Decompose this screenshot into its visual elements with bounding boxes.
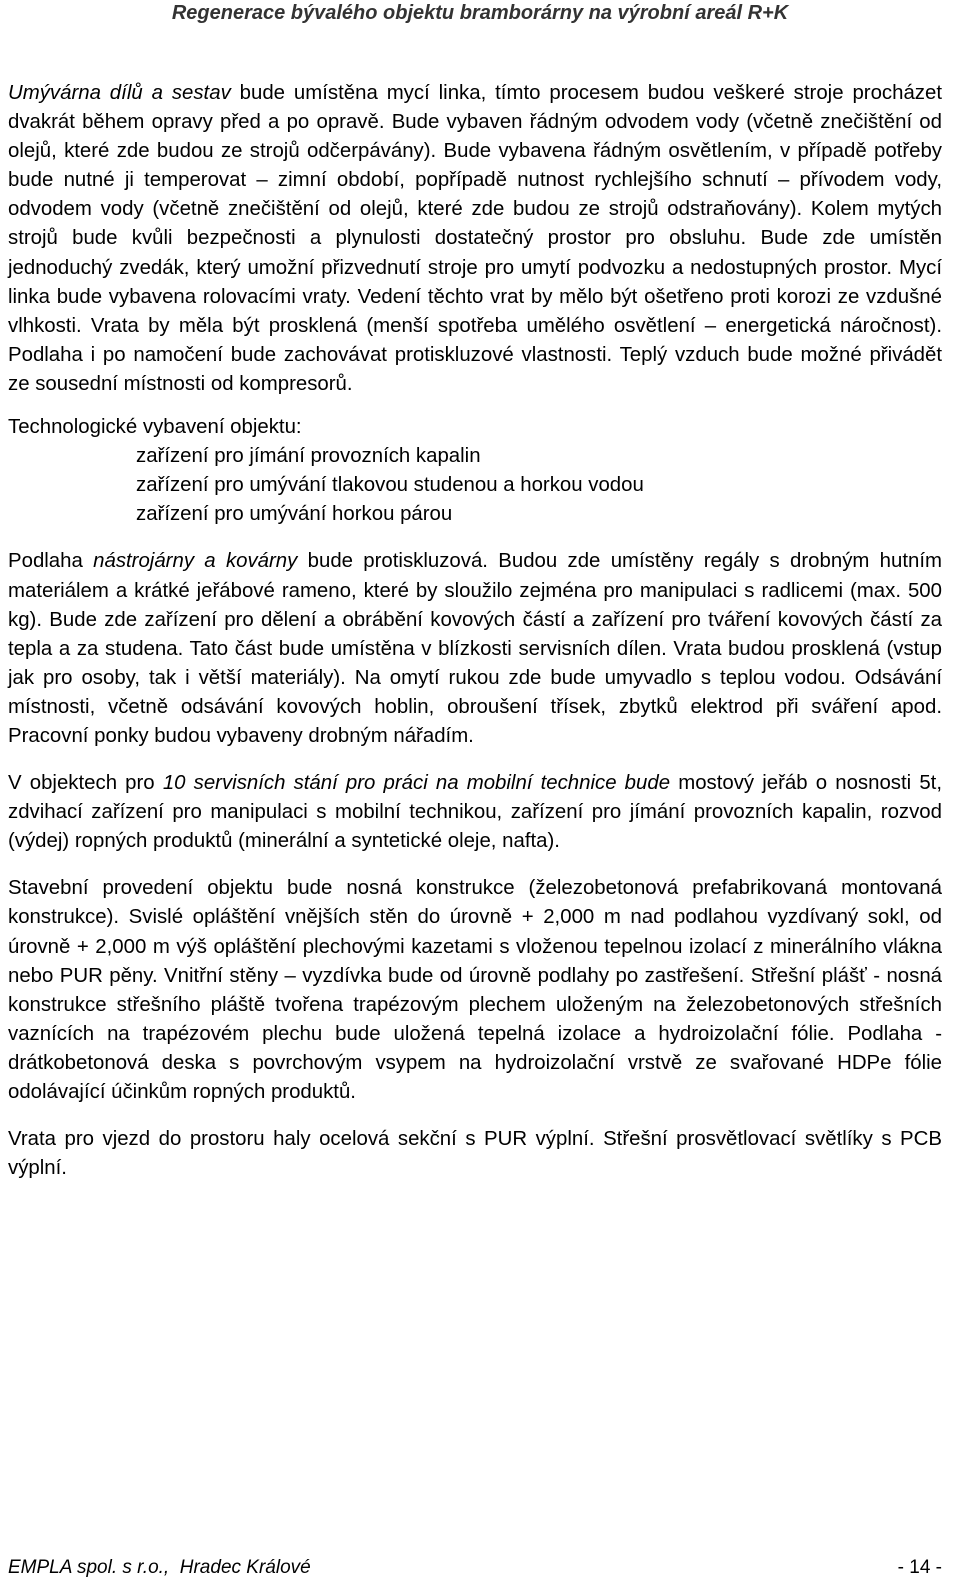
paragraph-text: bude umístěna mycí linka, tímto procesem budou veškeré stroje procházet dvakrát během opravy před a po opravě. Bude vybaven řádným odvodem vody (včetně znečištění od olejů, které zde budou ze strojů odčerpávány). Bude vybavena řádným osvětlením, v případě potřeby bude nutné ji temperovat – zimní období, popřípadě nutnost rychlejšího schnutí – přívodem vody, odvodem vody (včetně znečištění od olejů, které zde budou ze strojů odstraňovány). Kolem mytých strojů bude kvůli bezpečnosti a plynulosti dostatečný prostor pro obsluhu. Bude zde umístěn jednoduchý zvedák, který umožní přizvednutí stroje pro umytí podvozku a nedostupných prostor. Mycí linka bude vybavena rolovacími vraty. Vedení těchto vrat by mělo být ošetřeno proti korozi ze vzdušné vlhkosti. Vrata by měla být prosklená (menší spotřeba umělého osvětlení – energetická náročnost). Podlaha i po namočení bude zachovávat protiskluzové vlastnosti. Teplý vzduch bude možné přivádět ze sousední místnosti od kompresorů. [8,82,942,395]
paragraph-service-stands [8,769,942,856]
paragraph-text: bude protiskluzová. Budou zde umístěny regály s drobným hutním materiálem a krátké jeřábové rameno, které by sloužilo zejména pro manipulaci s radlicemi (max. 500 kg). Bude zde zařízení pro dělení a obrábění kovových částí a zařízení pro tváření kovových částí za tepla a za studena. Tato část bude umístěna v blízkosti servisních dílen. Vrata budou prosklená (vstup jak pro osoby, tak i větší materiály). Na omytí rukou zde bude umyvadlo s teplou vodou. Odsávání místnosti, včetně odsávání kovových hoblin, obroušení třísek, zbytků elektrod při sváření apod. Pracovní ponky budou vybaveny drobným nářadím. [8,550,943,747]
paragraph-emphasis: nástrojárny a kovárny [93,550,298,573]
paragraph-text: mostový jeřáb o nosnosti 5t, zdvihací zařízení pro manipulaci s mobilní technikou, zařízení pro jímání provozních kapalin, rozvod (výdej) ropných produktů (minerální a syntetické oleje, nafta). [8,772,943,853]
page-number: - 14 - [897,1557,942,1578]
paragraph-text: V objektech pro [8,772,163,795]
paragraph-washing-area [8,79,942,399]
page-footer [8,1557,942,1579]
list-item: zařízení pro umývání horkou párou [136,503,453,526]
paragraph-emphasis: 10 servisních stání pro práci na mobilní technice bude [162,772,671,795]
list-item: zařízení pro jímání provozních kapalin [136,445,481,468]
paragraph-tool-shop [8,547,942,751]
document-body [8,79,942,1183]
footer-company: EMPLA spol. s r.o., Hradec Králové [8,1557,311,1578]
list-item: zařízení pro umývání tlakovou studenou a horkou vodou [136,474,644,497]
paragraph-emphasis: Umývárna dílů a sestav [8,82,231,104]
paragraph-text: Podlaha [8,550,94,573]
tech-equipment-list [8,442,942,529]
tech-equipment-heading: Technologické vybavení objektu: [8,416,302,439]
paragraph-construction: Stavební provedení objektu bude nosná konstrukce (železobetonová prefabrikovaná montovaná konstrukce). Svislé opláštění vnějších stěn do úrovně + 2,000 m nad podlahou vyzdívaný sokl, od úrovně + 2,000 m výš opláštění plechovými kazetami s vloženou tepelnou izolací z minerálního vlákna nebo PUR pěny. Vnitřní stěny – vyzdívka bude od úrovně podlahy po zastřešení. Střešní plášť - nosná konstrukce střešního pláště tvořena trapézovým plechem uloženým na železobetonových střešních vaznících na trapézovém plechu bude uložená tepelná izolace a hydroizolační fólie. Podlaha - drátkobetonová deska s povrchovým vsypem na hydroizolační vrstvě ze svařované HDPe fólie odolávající účinkům ropných produktů. [8,877,942,1103]
page-header: Regenerace bývalého objektu bramborárny na výrobní areál R+K [171,2,789,24]
paragraph-gates: Vrata pro vjezd do prostoru haly ocelová sekční s PUR výplní. Střešní prosvětlovací světlíky s PCB výplní. [8,1128,942,1180]
